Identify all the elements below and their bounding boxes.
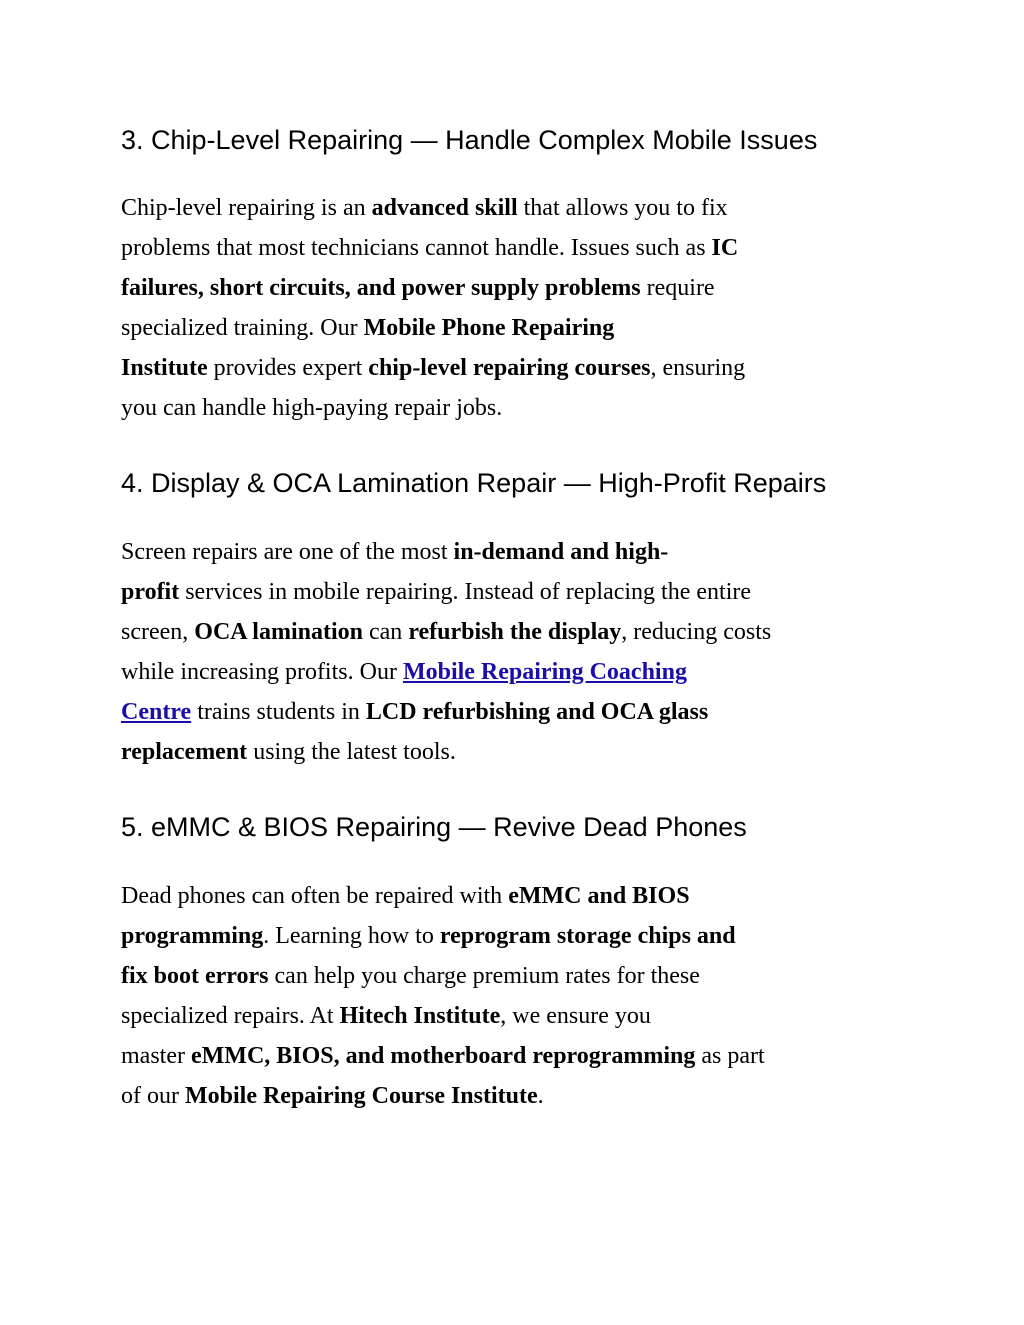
text-run: you can handle high-paying repair jobs. [121,395,503,421]
inline-link[interactable]: Centre [121,699,192,725]
text-run: screen, [121,619,195,645]
bold-text: programming [121,923,264,949]
text-run: services in mobile repairing. Instead of replacing the entire [179,579,751,605]
bold-text: Hitech Institute [339,1003,501,1029]
bold-text: LCD refurbishing and OCA glass [365,699,709,725]
section-display-oca [121,464,911,772]
text-run: , reducing costs [621,619,772,645]
text-run: using the latest tools. [247,739,456,765]
bold-text: Institute [121,355,208,381]
section-paragraph [121,876,911,1116]
bold-text: profit [121,579,180,605]
bold-text: fix boot errors [121,963,269,989]
section-paragraph [121,532,911,772]
section-chip-level [121,121,911,428]
text-run: Chip-level repairing is an [121,195,372,221]
text-run: require [640,275,715,301]
text-run: . [537,1083,544,1109]
bold-text: advanced skill [371,195,518,221]
text-run: of our [121,1083,185,1109]
text-run: specialized repairs. At [121,1003,340,1029]
section-heading: 4. Display & OCA Lamination Repair — High-Profit Repairs [121,468,827,498]
text-run: can help you charge premium rates for these [268,963,700,989]
text-run: . Learning how to [263,923,440,949]
text-run: , ensuring [650,355,746,381]
text-run: Screen repairs are one of the most [121,539,454,565]
document-page [121,104,911,1116]
section-heading: 5. eMMC & BIOS Repairing — Revive Dead Phones [121,812,747,842]
text-run: can [363,619,409,645]
bold-text: in-demand and high- [453,539,669,565]
bold-text: eMMC and BIOS [508,883,690,909]
section-emmc-bios [121,808,911,1116]
bold-text: reprogram storage chips and [439,923,736,949]
text-run: as part [695,1043,765,1069]
bold-text: replacement [121,739,248,765]
section-heading: 3. Chip-Level Repairing — Handle Complex Mobile Issues [121,125,818,155]
bold-text: refurbish the display [408,619,622,645]
text-run: provides expert [207,355,369,381]
bold-text: eMMC, BIOS, and motherboard reprogramming [190,1043,696,1069]
inline-link[interactable]: Mobile Repairing Coaching [402,659,687,685]
text-run: problems that most technicians cannot handle. Issues such as [121,235,712,261]
bold-text: Mobile Repairing Course Institute [184,1083,538,1109]
text-run: while increasing profits. Our [121,659,403,685]
bold-text: Mobile Phone Repairing [363,315,615,341]
bold-text: OCA lamination [194,619,363,645]
bold-text: chip-level repairing courses [368,355,651,381]
text-run: master [121,1043,191,1069]
text-run: trains students in [191,699,366,725]
text-run: Dead phones can often be repaired with [121,883,509,909]
text-run: , we ensure you [500,1003,651,1029]
text-run: specialized training. Our [121,315,364,341]
bold-text: IC [711,235,739,261]
text-run: that allows you to fix [517,195,728,221]
bold-text: failures, short circuits, and power supply problems [121,275,641,301]
section-paragraph [121,188,911,428]
